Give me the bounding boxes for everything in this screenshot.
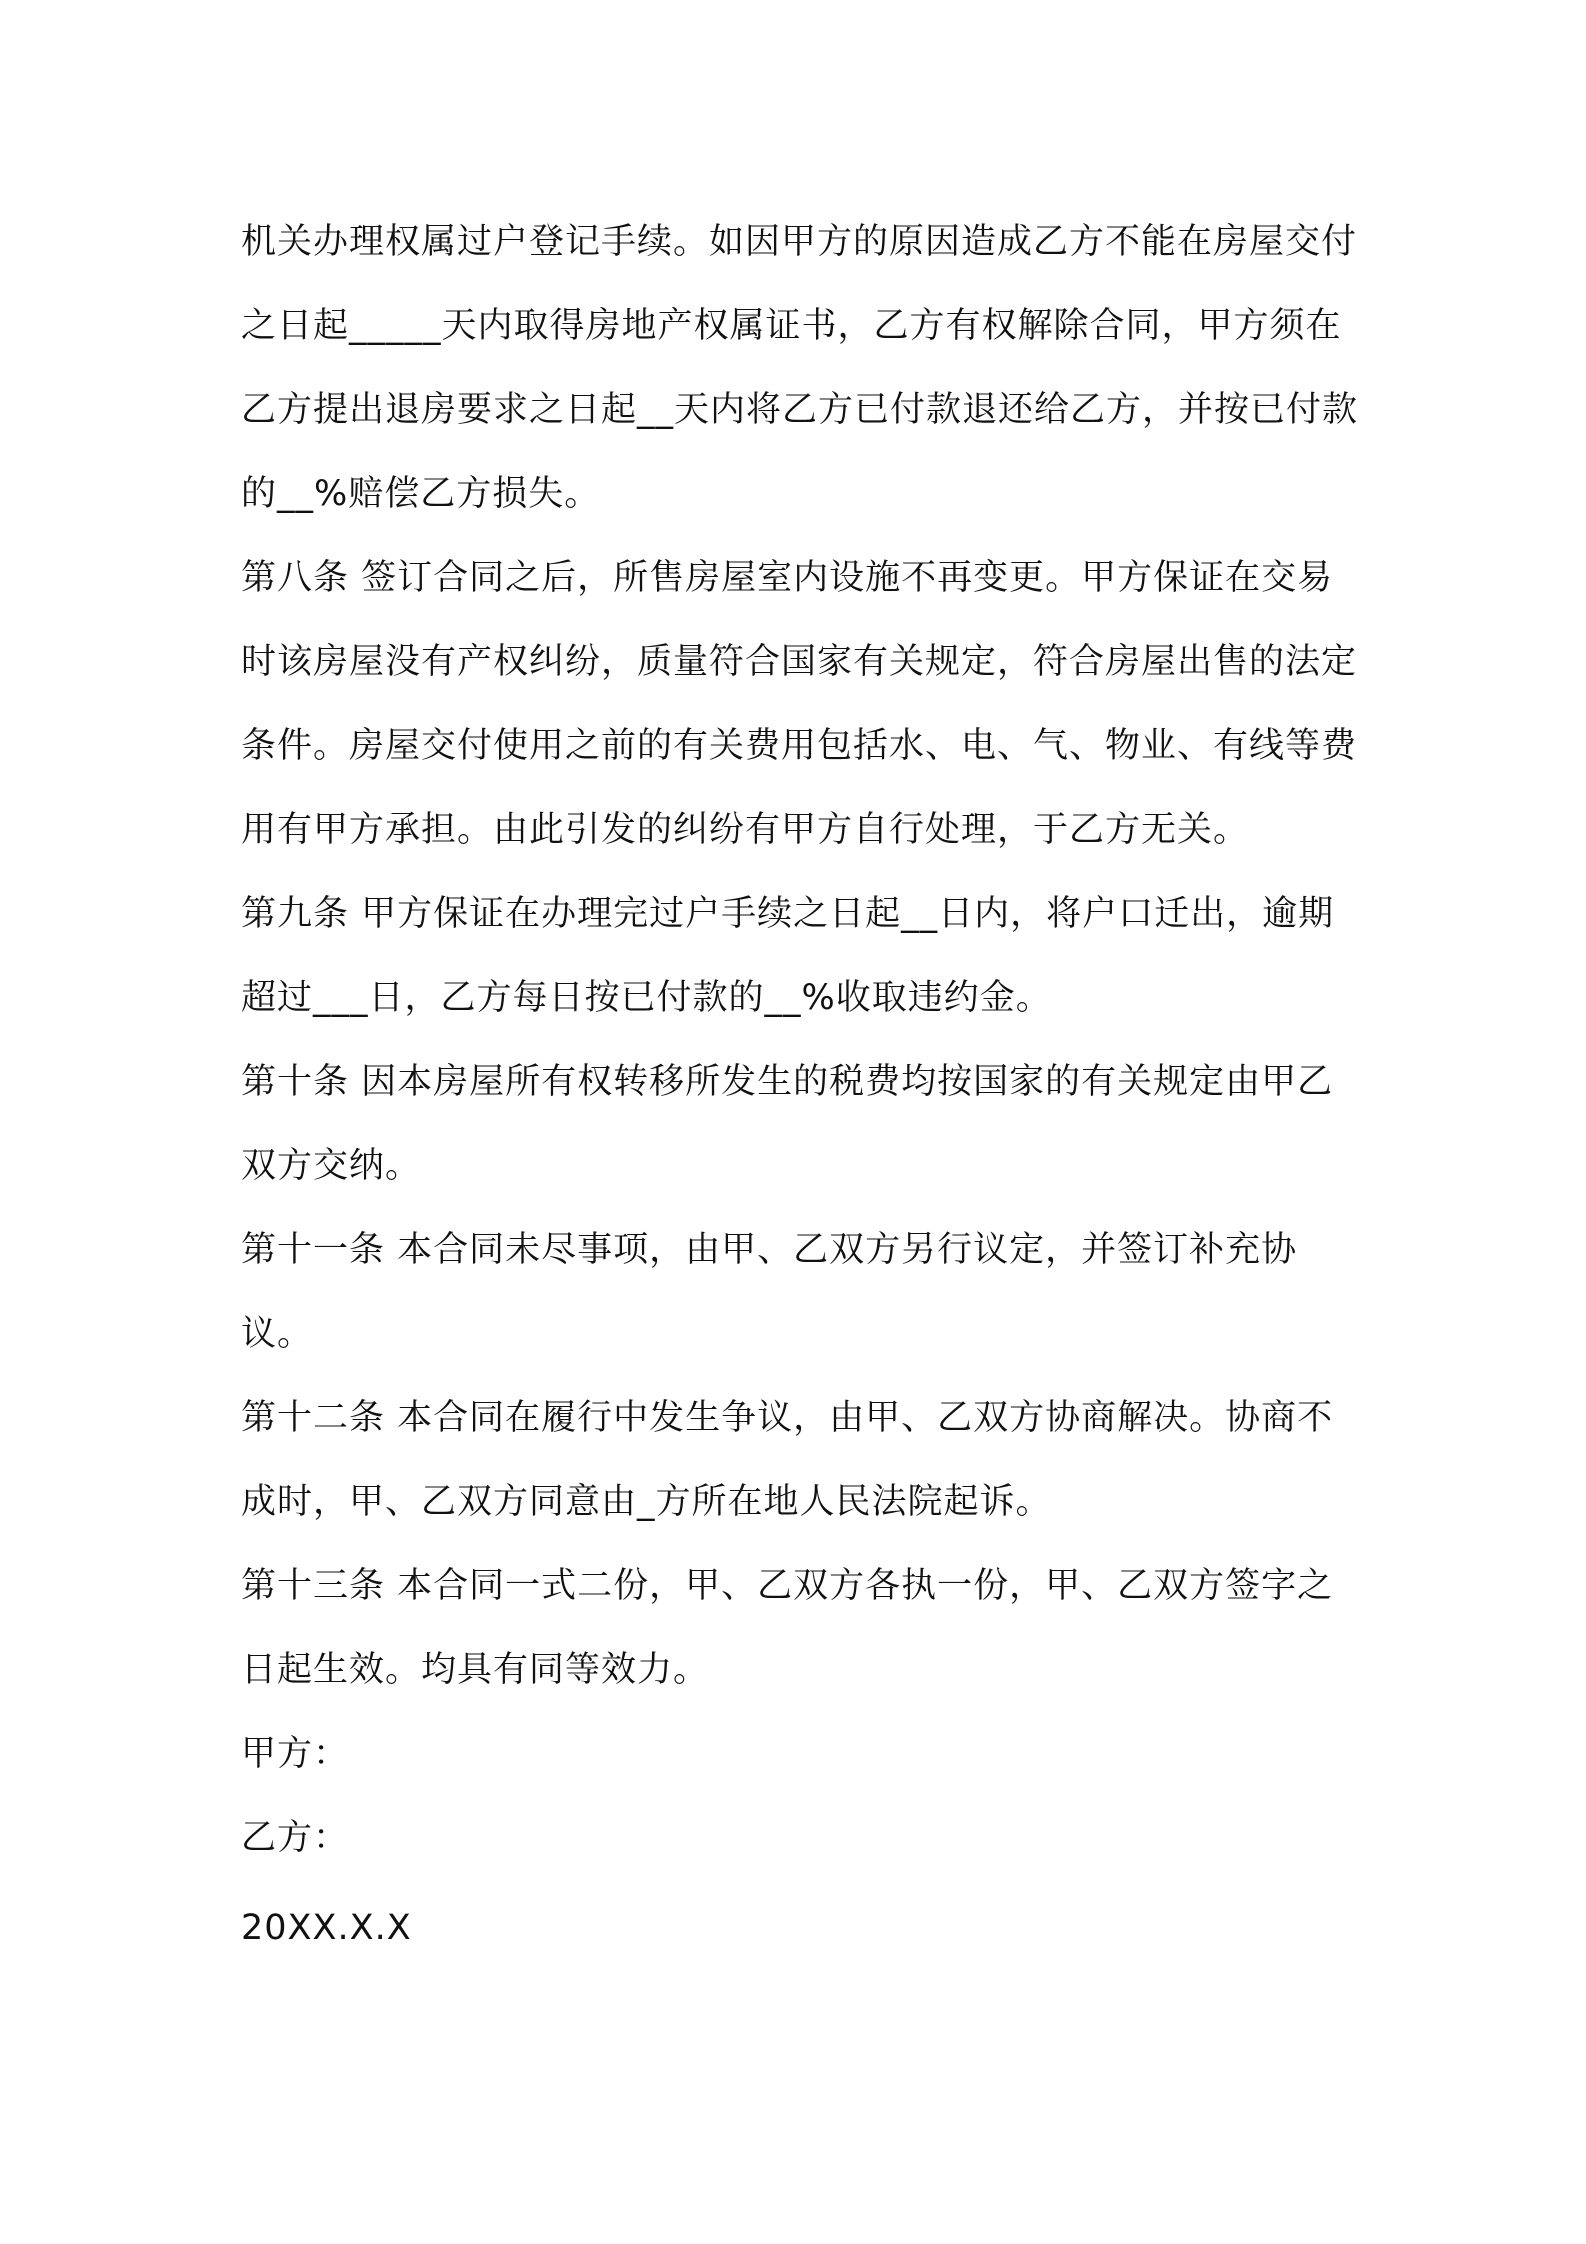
party-a-signature-label: 甲方： (241, 1734, 350, 1774)
party-b-signature-label: 乙方： (241, 1818, 350, 1858)
signing-date: 20XX.X.X (241, 1908, 412, 1948)
clause-13: 第十三条 本合同一式二份，甲、乙双方各执一份，甲、乙双方签字之日起生效。均具有同等效力。 (241, 1566, 1334, 1690)
clause-10: 第十条 因本房屋所有权转移所发生的税费均按国家的有关规定由甲乙双方交纳。 (241, 1062, 1334, 1186)
clause-12: 第十二条 本合同在履行中发生争议，由甲、乙双方协商解决。协商不成时，甲、乙双方同意由_方所在地人民法院起诉。 (241, 1398, 1334, 1522)
clause-11: 第十一条 本合同未尽事项，由甲、乙双方另行议定，并签订补充协议。 (241, 1230, 1298, 1354)
clause-9: 第九条 甲方保证在办理完过户手续之日起__日内，将户口迁出，逾期超过___日，乙方每日按已付款的__%收取违约金。 (241, 894, 1335, 1018)
document-body (241, 200, 1361, 1970)
clause-continuation: 机关办理权属过户登记手续。如因甲方的原因造成乙方不能在房屋交付之日起_____天内取得房地产权属证书，乙方有权解除合同，甲方须在乙方提出退房要求之日起__天内将乙方已付款退还给乙方，并按已付款的__%赔偿乙方损失。 (241, 222, 1359, 514)
clause-8: 第八条 签订合同之后，所售房屋室内设施不再变更。甲方保证在交易时该房屋没有产权纠纷，质量符合国家有关规定，符合房屋出售的法定条件。房屋交付使用之前的有关费用包括水、电、气、物业、有线等费用有甲方承担。由此引发的纠纷有甲方自行处理，于乙方无关。 (241, 558, 1358, 850)
